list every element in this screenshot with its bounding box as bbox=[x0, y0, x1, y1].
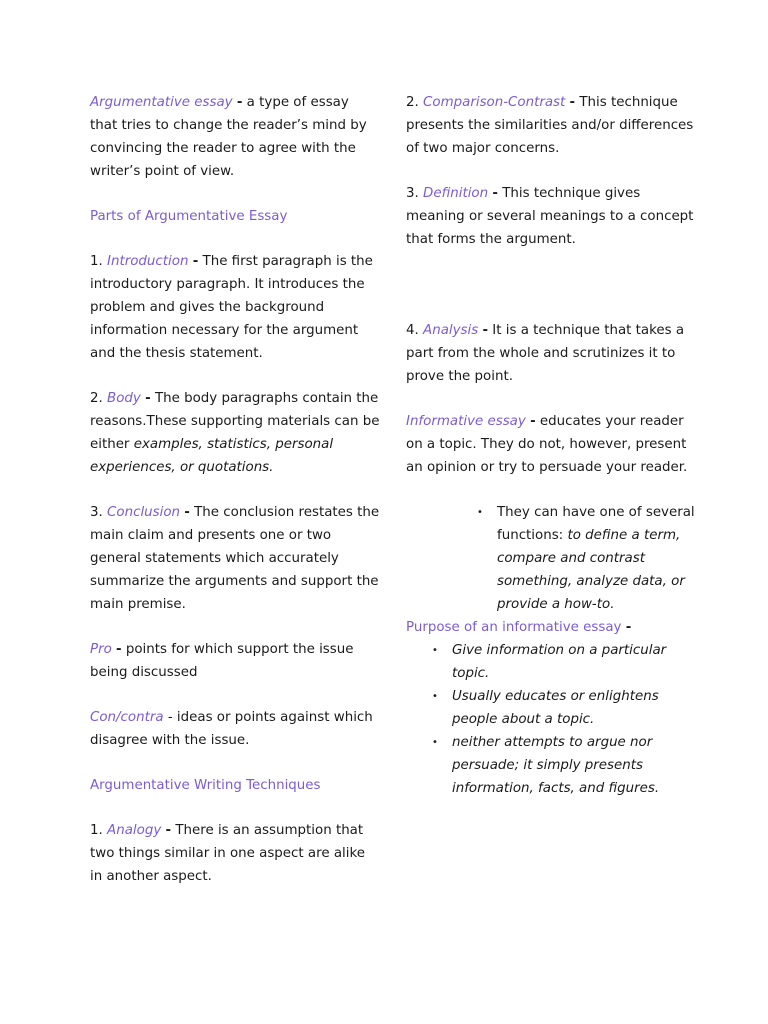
term-conclusion: Conclusion bbox=[107, 505, 181, 520]
term-pro: Pro bbox=[90, 642, 112, 657]
purpose-list bbox=[406, 639, 696, 800]
definition-item bbox=[406, 182, 696, 251]
term-introduction: Introduction bbox=[107, 254, 189, 269]
conclusion-text: The conclusion restates the main claim and presents one or two general statements which accurately summarize the arguments and support the main premise. bbox=[90, 505, 380, 612]
dash: - bbox=[492, 186, 498, 201]
body-item bbox=[90, 387, 380, 479]
purpose-heading-text: Purpose of an informative essay bbox=[406, 620, 622, 635]
term-informative-essay: Informative essay bbox=[406, 414, 526, 429]
bullet: • bbox=[432, 645, 438, 656]
dash: - bbox=[145, 391, 151, 406]
term-definition: Definition bbox=[423, 186, 489, 201]
term-argumentative-essay: Argumentative essay bbox=[90, 95, 233, 110]
comparison-item bbox=[406, 91, 696, 160]
item-number: 3. bbox=[90, 505, 108, 520]
dash: - bbox=[569, 95, 576, 110]
item-number: 2. bbox=[406, 95, 424, 110]
argumentative-essay-definition bbox=[90, 91, 380, 183]
item-number: 3. bbox=[406, 186, 424, 201]
informative-text: educates your reader on a topic. They do not, however, present an opinion or try to persuade your reader. bbox=[406, 414, 688, 475]
right-column bbox=[406, 91, 696, 800]
term-analysis: Analysis bbox=[423, 323, 479, 338]
purpose-item-text: Usually educates or enlightens people about a topic. bbox=[452, 689, 659, 727]
introduction-item bbox=[90, 250, 380, 365]
bullet: • bbox=[432, 737, 438, 748]
term-body: Body bbox=[107, 391, 141, 406]
analysis-text: It is a technique that takes a part from the whole and scrutinizes it to prove the point. bbox=[406, 323, 685, 384]
functions-list bbox=[406, 501, 696, 616]
pro-text: points for which support the issue being discussed bbox=[90, 642, 354, 680]
dash: - bbox=[167, 710, 173, 725]
analogy-text: There is an assumption that two things similar in one aspect are alike in another aspect. bbox=[90, 823, 365, 884]
pro-definition bbox=[90, 638, 380, 684]
definition-text: This technique gives meaning or several meanings to a concept that forms the argument. bbox=[406, 186, 694, 247]
term-comparison-contrast: Comparison-Contrast bbox=[423, 95, 566, 110]
item-number: 4. bbox=[406, 323, 424, 338]
left-column bbox=[90, 91, 380, 910]
purpose-item-text: Give information on a particular topic. bbox=[452, 643, 667, 681]
purpose-item-text: neither attempts to argue nor persuade; it simply presents information, facts, and figures. bbox=[452, 735, 660, 796]
dash: - bbox=[625, 620, 632, 635]
list-item bbox=[432, 685, 696, 731]
dash: - bbox=[165, 823, 172, 838]
term-analogy: Analogy bbox=[107, 823, 162, 838]
parts-heading: Parts of Argumentative Essay bbox=[90, 209, 288, 224]
list-item bbox=[432, 639, 696, 685]
dash: - bbox=[116, 642, 122, 657]
analysis-item bbox=[406, 319, 696, 388]
functions-text: They can have one of several functions: bbox=[497, 505, 695, 543]
dash: - bbox=[184, 505, 190, 520]
informative-essay-definition bbox=[406, 410, 696, 479]
dash: - bbox=[236, 95, 243, 110]
techniques-heading: Argumentative Writing Techniques bbox=[90, 778, 321, 793]
functions-italic: to define a term, compare and contrast something, analyze data, or provide a how-to. bbox=[497, 528, 685, 612]
purpose-heading bbox=[406, 616, 696, 639]
term-con: Con/contra bbox=[90, 710, 164, 725]
comparison-text: This technique presents the similarities and/or differences of two major concerns. bbox=[406, 95, 694, 156]
con-definition bbox=[90, 706, 380, 752]
list-item bbox=[477, 501, 696, 616]
dash: - bbox=[530, 414, 536, 429]
con-text: ideas or points against which disagree with the issue. bbox=[90, 710, 373, 748]
dash: - bbox=[192, 254, 199, 269]
body-examples: examples, statistics, personal experiences, or quotations. bbox=[90, 437, 334, 475]
item-number: 1. bbox=[90, 254, 108, 269]
definition-text: a type of essay that tries to change the reader’s mind by convincing the reader to agree with the writer’s point of view. bbox=[90, 95, 367, 179]
body-text: The body paragraphs contain the reasons.These supporting materials can be either bbox=[90, 391, 380, 452]
item-number: 1. bbox=[90, 823, 108, 838]
list-item bbox=[432, 731, 696, 800]
bullet: • bbox=[432, 691, 438, 702]
dash: - bbox=[482, 323, 489, 338]
bullet: • bbox=[477, 507, 483, 518]
item-number: 2. bbox=[90, 391, 108, 406]
introduction-text: The first paragraph is the introductory paragraph. It introduces the problem and gives the background information necessary for the argument and the thesis statement. bbox=[90, 254, 373, 361]
conclusion-item bbox=[90, 501, 380, 616]
analogy-item bbox=[90, 819, 380, 888]
